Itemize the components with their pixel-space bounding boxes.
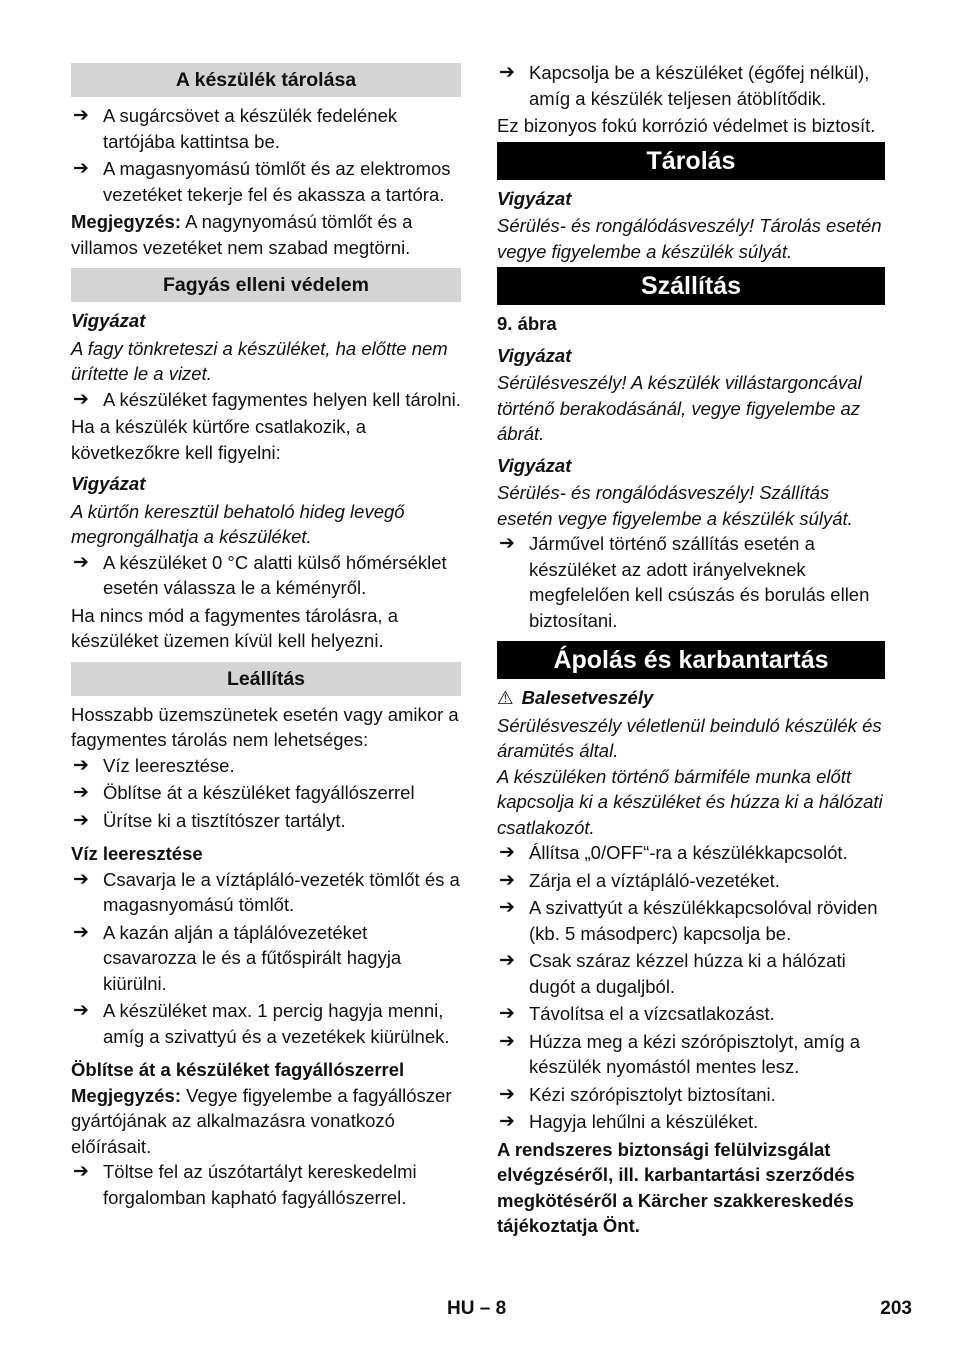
- list-item: ➔ Húzza meg a kézi szórópisztolyt, amíg a készülék nyomástól mentes lesz.: [499, 1030, 861, 1077]
- arrow-right-icon: ➔: [499, 1003, 515, 1024]
- warning-label: Vigyázat: [71, 473, 146, 494]
- warning-label: Vigyázat: [497, 187, 572, 209]
- warning-label: Vigyázat: [497, 344, 572, 366]
- warning-triangle-icon: ⚠: [497, 687, 514, 708]
- note-paragraph: Megjegyzés: Vegye figyelembe a fagyállószer gyártójának az alkalmazásra vonatkozó előírásait.: [71, 1084, 452, 1157]
- section-heading-shutdown: Leállítás: [71, 662, 461, 696]
- arrow-right-icon: ➔: [73, 1161, 89, 1182]
- list-item: ➔ Állítsa „0/OFF“-ra a készülékkapcsolót.: [497, 840, 885, 866]
- warning-text: Sérülés- és rongálódásveszély! Tárolás esetén vegye figyelembe a készülék súlyát.: [497, 215, 882, 262]
- arrow-right-icon: ➔: [499, 869, 515, 891]
- arrow-right-icon: ➔: [73, 809, 89, 831]
- arrow-right-icon: ➔: [499, 1111, 515, 1132]
- section-heading-care: Ápolás és karbantartás: [497, 641, 885, 679]
- section-heading-transport: Szállítás: [497, 267, 885, 305]
- arrow-right-icon: ➔: [499, 62, 515, 83]
- list-item: ➔ Csak száraz kézzel húzza ki a hálózati dugót a dugaljból.: [499, 950, 846, 997]
- warning-label: Vigyázat: [497, 454, 572, 476]
- list-item: ➔ Ürítse ki a tisztítószer tartályt.: [71, 808, 461, 834]
- list-item: ➔ Öblítse át a készüléket fagyállószerrel: [71, 780, 461, 806]
- footer-language-code: HU – 8: [447, 1298, 507, 1319]
- list-item: ➔ A magasnyomású tömlőt és az elektromos vezetéket tekerje fel és akassza a tartóra.: [73, 158, 451, 205]
- arrow-right-icon: ➔: [73, 754, 89, 776]
- list-item: ➔ Járművel történő szállítás esetén a készüléket az adott irányelveknek megfelelően kell csúszás és borulás ellen biztosítani.: [499, 533, 870, 631]
- closing-paragraph: A rendszeres biztonsági felülvizsgálat elvégzéséről, ill. karbantartási szerződés megkötéséről a Kärcher szakkereskedés tájékoztatja Önt.: [497, 1138, 855, 1236]
- warning-text: A fagy tönkreteszi a készüléket, ha előtte nem ürítette le a vizet.: [71, 337, 448, 384]
- warning-text: A kürtőn keresztül behatoló hideg levegő megrongálhatja a készüléket.: [71, 500, 405, 547]
- arrow-right-icon: ➔: [73, 921, 89, 943]
- warning-label: Vigyázat: [71, 310, 146, 331]
- danger-text: A készüléken történő bármiféle munka előtt kapcsolja ki a készüléket és húzza ki a hálózati csatlakozót.: [497, 765, 883, 838]
- arrow-right-icon: ➔: [499, 1030, 515, 1052]
- list-item: ➔ A készüléket 0 °C alatti külső hőmérséklet esetén válassza le a kéményről.: [73, 551, 447, 598]
- paragraph: Ez bizonyos fokú korrózió védelmet is biztosít.: [497, 115, 876, 136]
- danger-text: Sérülésveszély véletlenül beinduló készülék és áramütés által.: [497, 714, 882, 761]
- list-item: ➔ A sugárcsövet a készülék fedelének tartójába kattintsa be.: [73, 105, 398, 152]
- section-heading-storage: A készülék tárolása: [71, 63, 461, 97]
- section-heading-storage: Tárolás: [497, 142, 885, 180]
- paragraph: Ha nincs mód a fagymentes tárolásra, a készüléket üzemen kívül kell helyezni.: [71, 604, 398, 651]
- right-column: [497, 60, 885, 1239]
- list-item: ➔ A kazán alján a táplálóvezetéket csavarozza le és a fűtőspirált hagyja kiürülni.: [73, 921, 402, 994]
- arrow-right-icon: ➔: [499, 533, 515, 554]
- subheading-drain: Víz leeresztése: [71, 843, 203, 864]
- list-item: ➔ A készüléket fagymentes helyen kell tárolni.: [71, 387, 461, 413]
- list-item: ➔ Töltse fel az úszótartályt kereskedelmi forgalomban kapható fagyállószerrel.: [73, 1161, 417, 1208]
- list-item: ➔ Kapcsolja be a készüléket (égőfej nélkül), amíg a készülék teljesen átöblítődik.: [499, 62, 870, 109]
- list-item: ➔ A szivattyút a készülékkapcsolóval röviden (kb. 5 másodperc) kapcsolja be.: [499, 897, 878, 944]
- page-number: 203: [880, 1298, 912, 1319]
- danger-label: ⚠ Balesetveszély: [497, 685, 885, 711]
- warning-text: Sérülésveszély! A készülék villástargoncával történő berakodásánál, vegye figyelembe az ábrát.: [497, 372, 862, 444]
- list-item: ➔ Csavarja le a víztápláló-vezeték tömlőt és a magasnyomású tömlőt.: [73, 868, 460, 915]
- arrow-right-icon: ➔: [73, 158, 89, 179]
- list-item: ➔ Zárja el a víztápláló-vezetéket.: [497, 868, 885, 894]
- section-heading-frost: Fagyás elleni védelem: [71, 268, 461, 302]
- arrow-right-icon: ➔: [499, 897, 515, 918]
- figure-reference: 9. ábra: [497, 313, 557, 334]
- arrow-right-icon: ➔: [73, 868, 89, 890]
- arrow-right-icon: ➔: [499, 1083, 515, 1105]
- arrow-right-icon: ➔: [73, 782, 89, 803]
- note-paragraph: Megjegyzés: A nagynyomású tömlőt és a villamos vezetéket nem szabad megtörni.: [71, 211, 413, 258]
- list-item: ➔ A készüléket max. 1 percig hagyja menni, amíg a szivattyú és a vezetékek kiürülnek.: [73, 1000, 450, 1047]
- arrow-right-icon: ➔: [499, 842, 515, 863]
- arrow-right-icon: ➔: [73, 388, 89, 410]
- list-item: ➔ Hagyja lehűlni a készüléket.: [497, 1109, 885, 1135]
- arrow-right-icon: ➔: [73, 1000, 89, 1021]
- arrow-right-icon: ➔: [499, 950, 515, 971]
- subheading-antifreeze: Öblítse át a készüléket fagyállószerrel: [71, 1059, 405, 1080]
- list-item: ➔ Víz leeresztése.: [71, 753, 461, 779]
- paragraph: Hosszabb üzemszünetek esetén vagy amikor a fagymentes tárolás nem lehetséges:: [71, 703, 459, 750]
- left-column: [71, 60, 461, 1212]
- arrow-right-icon: ➔: [73, 551, 89, 573]
- list-item: ➔ Távolítsa el a vízcsatlakozást.: [497, 1001, 885, 1027]
- list-item: ➔ Kézi szórópisztolyt biztosítani.: [497, 1082, 885, 1108]
- arrow-right-icon: ➔: [73, 105, 89, 126]
- paragraph: Ha a készülék kürtőre csatlakozik, a következőkre kell figyelni:: [71, 416, 367, 463]
- warning-text: Sérülés- és rongálódásveszély! Szállítás esetén vegye figyelembe a készülék súlyát.: [497, 482, 853, 529]
